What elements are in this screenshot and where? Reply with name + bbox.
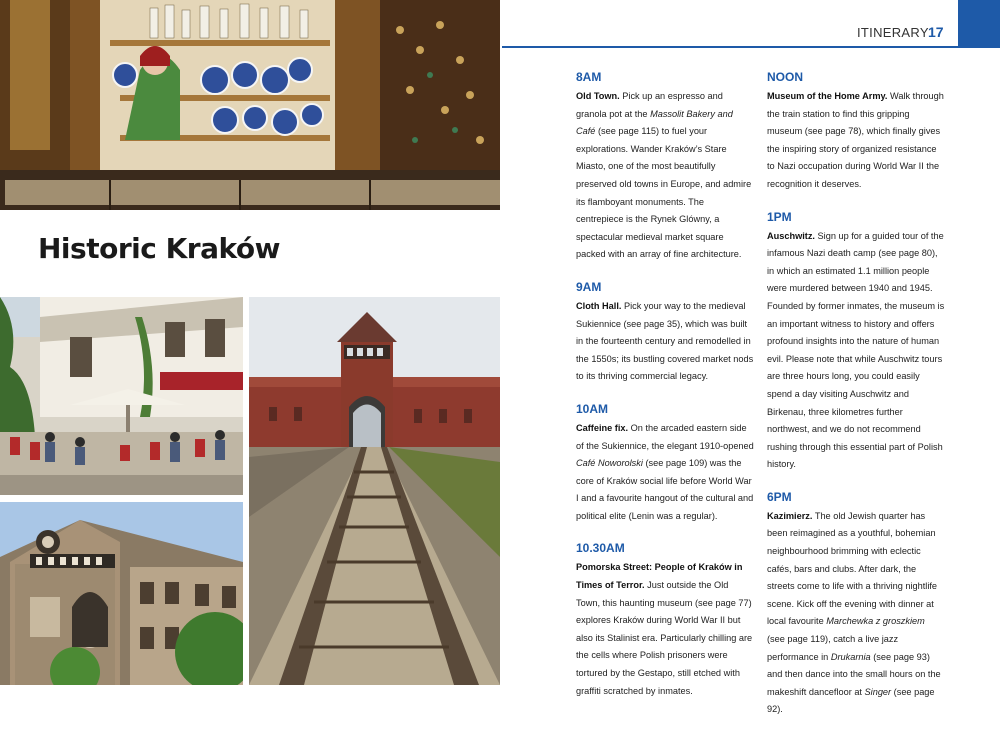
entry-text: The old Jewish quarter has been reimagined as a youthful, bohemian neighbourhood brimming with eclectic cafés, bars and clubs. After dark, the streets come to life with a thriving nightlife scene. Kick off the evening with dinner at local favourite <box>767 510 938 627</box>
entry-place: Kazimierz. <box>767 510 813 521</box>
entry-place: Caffeine fix. <box>576 422 629 433</box>
photo-auschwitz-gate <box>249 297 500 685</box>
entry-place: Museum of the Home Army. <box>767 91 888 101</box>
entry-body <box>576 298 754 386</box>
header-rule <box>502 46 1000 48</box>
entry-body <box>576 88 754 264</box>
entry-venue-name: Café Noworolski <box>576 458 643 469</box>
itinerary-entry <box>767 210 945 474</box>
itinerary-entry <box>576 541 754 700</box>
entry-time: 1PM <box>767 209 792 224</box>
photo-market-stall <box>0 0 500 210</box>
entry-body <box>767 88 945 194</box>
entry-body <box>767 228 945 474</box>
entry-body <box>576 420 754 526</box>
entry-text: Sign up for a guided tour of the infamous Nazi death camp (see page 80), in which an estimated 1.1 million people were murdered between 1940 and 1945. Founded by former inmates, the museum is an important witness to history and offers profound insights into the nature of human evil. Please note that while Auschwitz tours are three hours long, you could easily spend a day visiting Auschwitz and Birkenau, three kilometres further northwest, and we do not recommend rushing through this essential part of Polish history. <box>767 230 945 470</box>
entry-place: Old Town. <box>576 91 620 101</box>
entry-venue-name: Massolit Bakery and Café <box>576 108 733 137</box>
itinerary-column-left <box>576 70 754 716</box>
entry-text: Pick up an espresso and granola pot at the <box>576 91 723 119</box>
entry-time: 10.30AM <box>576 541 625 556</box>
entry-text: (see page 109) was the core of Kraków social life before World War I and a favourite hangout of the cultural and political elite (Lenin was a regular). <box>576 458 754 521</box>
corner-tab <box>958 0 1000 47</box>
photo-cafe-terrace <box>0 297 243 495</box>
entry-venue-name: Singer <box>864 686 892 697</box>
entry-venue-name: Marchewka z groszkiem <box>826 616 925 627</box>
entry-text: Walk through the train station to find this gripping museum (see page 78), which finally gives the inspiring story of organized resistance to Nazi occupation during World War II the recognition it deserves. <box>767 91 944 189</box>
itinerary-entry <box>576 402 754 526</box>
entry-time: 9AM <box>576 279 602 294</box>
entry-place: Auschwitz. <box>767 230 815 241</box>
entry-time: NOON <box>767 70 803 84</box>
itinerary-entry <box>767 70 945 194</box>
page-title: Historic Kraków <box>38 232 280 265</box>
page-number: 17 <box>928 24 944 40</box>
entry-text: (see page 93) and then dance into the small hours on the makeshift dancefloor at <box>767 651 941 697</box>
itinerary-column-right <box>767 70 945 735</box>
photo-kazimierz-mural <box>0 502 243 685</box>
section-label: ITINERARY <box>857 25 929 40</box>
entry-body <box>767 508 945 719</box>
entry-venue-name: Drukarnia <box>830 651 871 662</box>
entry-text: (see page 92). <box>767 686 935 715</box>
itinerary-entry <box>576 280 754 386</box>
entry-text: Pick your way to the medieval Sukiennice (see page 35), which was built in the fourteenth century and remodelled in the 1550s; its bustling covered market nods to its thriving commercial legacy. <box>576 300 754 382</box>
entry-text: (see page 119), catch a live jazz performance in <box>767 634 899 662</box>
entry-place: Cloth Hall. <box>576 300 622 311</box>
entry-time: 10AM <box>576 401 609 416</box>
entry-place: Pomorska Street: People of Kraków in Times of Terror. <box>576 562 743 591</box>
entry-text: Just outside the Old Town, this haunting museum (see page 77) explores Kraków during World War II but also its Stalinist era. Particularly chilling are the cells where Polish prisoners were tortured by the Gestapo, still etched with graffiti scratched by inmates. <box>576 580 753 696</box>
entry-body <box>576 559 754 700</box>
entry-time: 8AM <box>576 70 602 84</box>
entry-text: (see page 115) to fuel your explorations. Wander Kraków’s Stare Miasto, one of the most beautifully preserved old towns in Europe, and admire its flamboyant monuments. The centrepiece is the Rynek Glówny, a spectacular medieval market square packed with an array of fine architecture. <box>576 126 752 260</box>
entry-time: 6PM <box>767 489 792 504</box>
entry-text: On the arcaded eastern side of the Sukiennice, the elegant 1910-opened <box>576 422 754 451</box>
itinerary-entry <box>576 70 754 264</box>
